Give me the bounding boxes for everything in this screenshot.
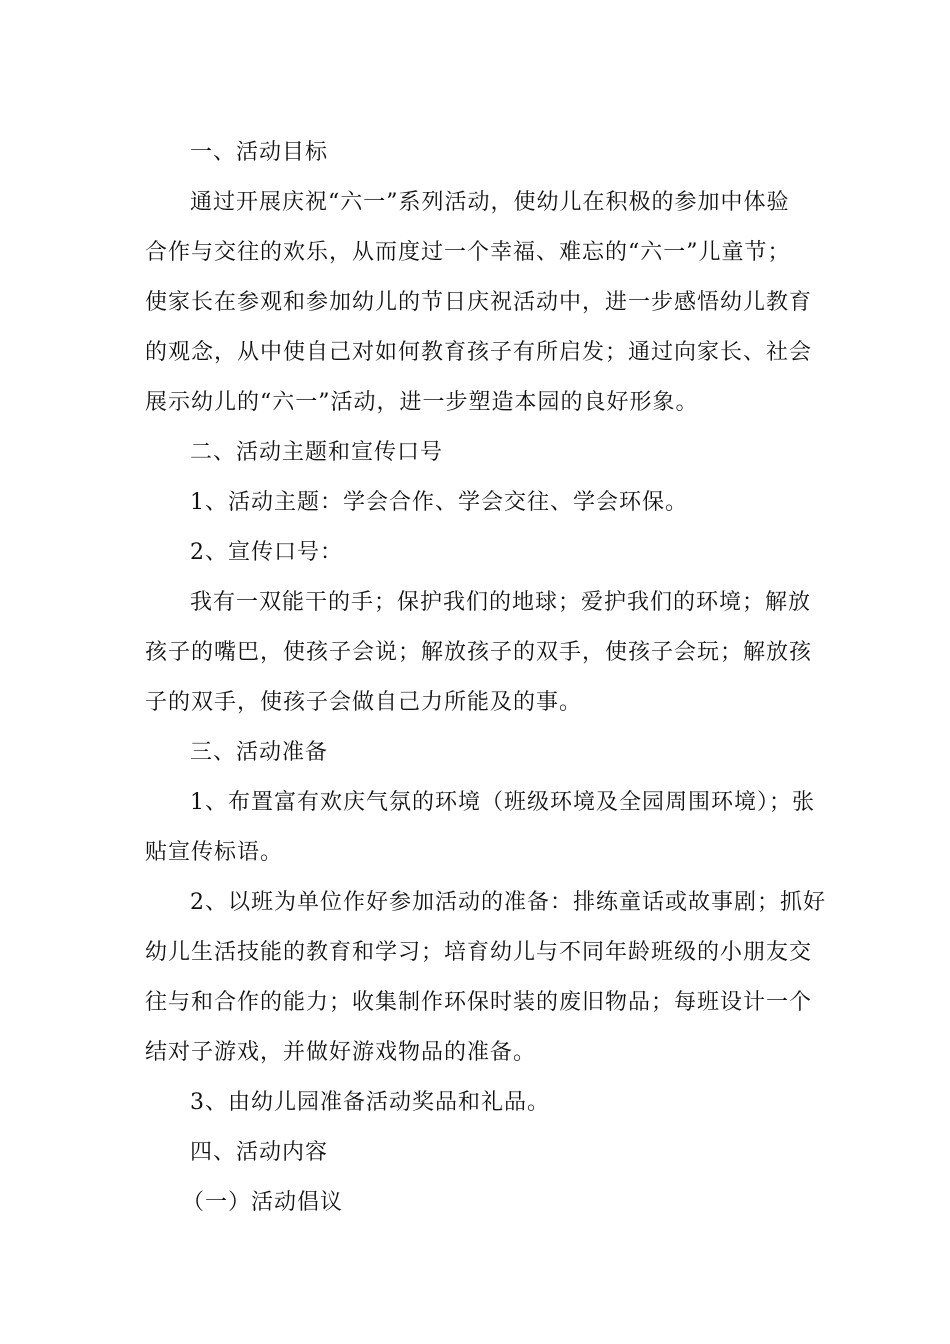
paragraph-goals	[145, 178, 813, 428]
text-line: 往与和合作的能力；收集制作环保时装的废旧物品；每班设计一个	[145, 990, 813, 1015]
text-line: 1、布置富有欢庆气氛的环境（班级环境及全园周围环境）；张	[190, 790, 815, 815]
paragraph-slogan-label: 2、宣传口号：	[190, 540, 343, 565]
section-heading-goals: 一、活动目标	[190, 140, 329, 165]
text-line: 结对子游戏，并做好游戏物品的准备。	[145, 1040, 537, 1065]
text-line: 孩子的嘴巴，使孩子会说；解放孩子的双手，使孩子会玩；解放孩	[145, 640, 813, 665]
section-heading-preparation: 三、活动准备	[190, 740, 329, 765]
paragraph-preparation-2	[145, 878, 826, 1078]
document-body	[145, 128, 826, 1228]
text-line: 2、以班为单位作好参加活动的准备：排练童话或故事剧；抓好	[190, 890, 826, 915]
paragraph-slogan	[145, 578, 813, 728]
paragraph-theme: 1、活动主题：学会合作、学会交往、学会环保。	[190, 490, 688, 515]
text-line: 幼儿生活技能的教育和学习；培育幼儿与不同年龄班级的小朋友交	[145, 940, 813, 965]
text-line: 的观念，从中使自己对如何教育孩子有所启发；通过向家长、社会	[145, 340, 813, 365]
section-heading-theme: 二、活动主题和宣传口号	[190, 440, 444, 465]
text-line: 展示幼儿的“六一”活动，进一步塑造本园的良好形象。	[145, 390, 699, 415]
subsection-heading-initiative: （一）活动倡议	[182, 1190, 344, 1215]
text-line: 子的双手，使孩子会做自己力所能及的事。	[145, 690, 583, 715]
text-line: 贴宣传标语。	[145, 840, 284, 865]
text-line: 通过开展庆祝“六一”系列活动，使幼儿在积极的参加中体验	[190, 190, 790, 215]
paragraph-preparation-3: 3、由幼儿园准备活动奖品和礼品。	[190, 1090, 550, 1115]
section-heading-content: 四、活动内容	[190, 1140, 329, 1165]
text-line: 合作与交往的欢乐，从而度过一个幸福、难忘的“六一”儿童节；	[145, 240, 791, 265]
paragraph-preparation-1	[145, 778, 815, 878]
text-line: 使家长在参观和参加幼儿的节日庆祝活动中，进一步感悟幼儿教育	[145, 290, 813, 315]
text-line: 我有一双能干的手；保护我们的地球；爱护我们的环境；解放	[190, 590, 812, 615]
